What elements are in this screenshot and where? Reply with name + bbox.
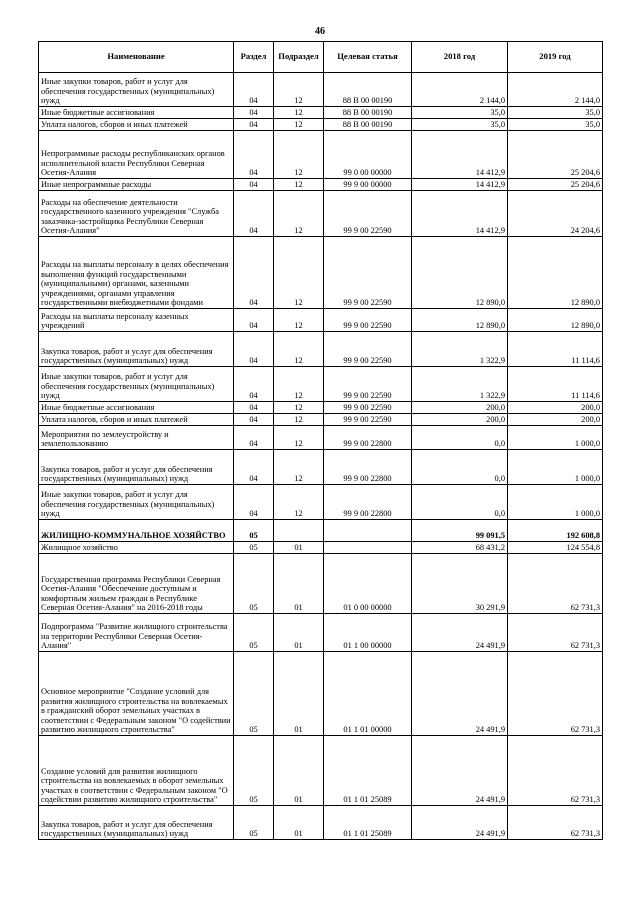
cell-razdel: 04 <box>234 237 274 309</box>
cell-name: Расходы на выплаты персоналу в целях обеспечения выполнения функций государственными (муниципальными) органами, казенными учреждениями, органами управления государственными внебюджетными фондами <box>39 237 234 309</box>
cell-2019: 1 000,0 <box>508 485 603 520</box>
cell-2018: 200,0 <box>412 414 508 426</box>
cell-name: Закупка товаров, работ и услуг для обеспечения государственных (муниципальных) нужд <box>39 806 234 840</box>
cell-2018: 1 322,9 <box>412 332 508 367</box>
cell-podrazdel: 12 <box>274 485 324 520</box>
cell-2018: 12 890,0 <box>412 309 508 332</box>
cell-2018: 14 412,9 <box>412 191 508 237</box>
cell-name: Жилищное хозяйство <box>39 542 234 554</box>
cell-razdel: 05 <box>234 806 274 840</box>
cell-name: Иные закупки товаров, работ и услуг для обеспечения государственных (муниципальных) нужд <box>39 367 234 402</box>
cell-2019: 25 204,6 <box>508 179 603 191</box>
cell-2019: 62 731,3 <box>508 554 603 614</box>
cell-podrazdel: 12 <box>274 426 324 450</box>
cell-2018: 0,0 <box>412 426 508 450</box>
cell-2018: 30 291,9 <box>412 554 508 614</box>
table-row <box>39 191 603 237</box>
cell-2018: 24 491,9 <box>412 736 508 806</box>
table-row <box>39 119 603 131</box>
cell-statya: 99 9 00 22590 <box>324 367 412 402</box>
cell-2018: 24 491,9 <box>412 614 508 652</box>
cell-name: Уплата налогов, сборов и иных платежей <box>39 119 234 131</box>
cell-name: Закупка товаров, работ и услуг для обеспечения государственных (муниципальных) нужд <box>39 332 234 367</box>
cell-podrazdel: 12 <box>274 107 324 119</box>
cell-razdel: 05 <box>234 652 274 736</box>
cell-razdel: 04 <box>234 450 274 485</box>
table-row <box>39 542 603 554</box>
table-row <box>39 367 603 402</box>
cell-podrazdel: 12 <box>274 237 324 309</box>
cell-name: Расходы на обеспечение деятельности государственного казенного учреждения "Служба заказчика-застройщика Республики Северная Осетия-Алания" <box>39 191 234 237</box>
cell-statya: 99 9 00 22590 <box>324 237 412 309</box>
cell-2019: 2 144,0 <box>508 73 603 107</box>
cell-2019: 1 000,0 <box>508 450 603 485</box>
cell-statya: 99 9 00 22800 <box>324 485 412 520</box>
cell-2018: 24 491,9 <box>412 652 508 736</box>
cell-podrazdel: 01 <box>274 554 324 614</box>
cell-razdel: 04 <box>234 402 274 414</box>
cell-podrazdel <box>274 520 324 542</box>
cell-name: Уплата налогов, сборов и иных платежей <box>39 414 234 426</box>
cell-podrazdel: 12 <box>274 367 324 402</box>
cell-podrazdel: 12 <box>274 309 324 332</box>
cell-statya: 88 В 00 00190 <box>324 119 412 131</box>
cell-2018: 35,0 <box>412 107 508 119</box>
cell-podrazdel: 12 <box>274 414 324 426</box>
cell-2019: 62 731,3 <box>508 652 603 736</box>
cell-2018: 68 431,2 <box>412 542 508 554</box>
cell-statya: 99 9 00 22590 <box>324 414 412 426</box>
cell-statya: 01 1 01 25089 <box>324 736 412 806</box>
cell-2019: 12 890,0 <box>508 237 603 309</box>
column-header-2018: 2018 год <box>412 42 508 73</box>
cell-statya: 99 0 00 00000 <box>324 131 412 179</box>
cell-podrazdel: 12 <box>274 332 324 367</box>
cell-2018: 12 890,0 <box>412 237 508 309</box>
cell-podrazdel: 12 <box>274 450 324 485</box>
cell-razdel: 04 <box>234 73 274 107</box>
cell-razdel: 05 <box>234 614 274 652</box>
table-row <box>39 237 603 309</box>
table-row <box>39 652 603 736</box>
cell-statya: 99 9 00 22590 <box>324 332 412 367</box>
cell-podrazdel: 12 <box>274 119 324 131</box>
cell-razdel: 04 <box>234 191 274 237</box>
table-row <box>39 485 603 520</box>
cell-name: Основное мероприятие "Создание условий для развития жилищного строительства на вовлекаемых в гражданский оборот земельных участках в соответствии с Федеральным законом "О содействии развитию жилищного строительства" <box>39 652 234 736</box>
cell-2019: 200,0 <box>508 402 603 414</box>
table-row <box>39 107 603 119</box>
cell-2019: 200,0 <box>508 414 603 426</box>
cell-statya: 88 В 00 00190 <box>324 107 412 119</box>
cell-name: Подпрограмма "Развитие жилищного строительства на территории Республики Северная Осетия-Алания" <box>39 614 234 652</box>
table-row <box>39 614 603 652</box>
cell-podrazdel: 12 <box>274 179 324 191</box>
cell-name: Создание условий для развития жилищного строительства на вовлекаемых в оборот земельных участках в соответствии с Федеральным законом "О содействии развитию жилищного строительства" <box>39 736 234 806</box>
table-row <box>39 332 603 367</box>
cell-podrazdel: 01 <box>274 652 324 736</box>
cell-name: Расходы на выплаты персоналу казенных учреждений <box>39 309 234 332</box>
cell-2018: 1 322,9 <box>412 367 508 402</box>
cell-2018: 0,0 <box>412 485 508 520</box>
cell-statya <box>324 520 412 542</box>
cell-razdel: 04 <box>234 485 274 520</box>
column-header-name: Наименование <box>39 42 234 73</box>
cell-razdel: 04 <box>234 131 274 179</box>
cell-name: Закупка товаров, работ и услуг для обеспечения государственных (муниципальных) нужд <box>39 450 234 485</box>
cell-razdel: 05 <box>234 520 274 542</box>
cell-2019: 124 554,8 <box>508 542 603 554</box>
cell-podrazdel: 01 <box>274 736 324 806</box>
cell-name: Мероприятия по землеустройству и землепользованию <box>39 426 234 450</box>
cell-statya: 01 0 00 00000 <box>324 554 412 614</box>
table-row <box>39 309 603 332</box>
cell-2018: 200,0 <box>412 402 508 414</box>
table-row <box>39 414 603 426</box>
cell-2018: 0,0 <box>412 450 508 485</box>
cell-razdel: 04 <box>234 426 274 450</box>
table-row <box>39 179 603 191</box>
cell-razdel: 04 <box>234 179 274 191</box>
cell-podrazdel: 12 <box>274 191 324 237</box>
table-row <box>39 520 603 542</box>
cell-2018: 14 412,9 <box>412 179 508 191</box>
cell-2018: 14 412,9 <box>412 131 508 179</box>
table-row <box>39 426 603 450</box>
cell-name: Иные закупки товаров, работ и услуг для обеспечения государственных (муниципальных) нужд <box>39 73 234 107</box>
cell-2019: 25 204,6 <box>508 131 603 179</box>
cell-razdel: 04 <box>234 414 274 426</box>
cell-name: Иные непрограммные расходы <box>39 179 234 191</box>
cell-razdel: 04 <box>234 119 274 131</box>
cell-2019: 62 731,3 <box>508 614 603 652</box>
cell-podrazdel: 12 <box>274 402 324 414</box>
cell-2019: 62 731,3 <box>508 806 603 840</box>
cell-razdel: 05 <box>234 554 274 614</box>
cell-2019: 35,0 <box>508 107 603 119</box>
table-row <box>39 73 603 107</box>
cell-2019: 62 731,3 <box>508 736 603 806</box>
table-header-row <box>39 42 603 73</box>
cell-2019: 11 114,6 <box>508 332 603 367</box>
cell-2019: 1 000,0 <box>508 426 603 450</box>
table-row <box>39 736 603 806</box>
column-header-razdel: Раздел <box>234 42 274 73</box>
cell-podrazdel: 01 <box>274 806 324 840</box>
cell-razdel: 04 <box>234 332 274 367</box>
cell-statya: 99 9 00 22800 <box>324 450 412 485</box>
page-number: 46 <box>315 26 325 37</box>
cell-podrazdel: 01 <box>274 542 324 554</box>
cell-2018: 35,0 <box>412 119 508 131</box>
cell-2019: 24 204,6 <box>508 191 603 237</box>
column-header-statya: Целевая статья <box>324 42 412 73</box>
cell-statya: 99 9 00 22590 <box>324 402 412 414</box>
cell-name: Непрограммные расходы республиканских органов исполнительной власти Республики Северная Осетия-Алания <box>39 131 234 179</box>
cell-razdel: 05 <box>234 542 274 554</box>
cell-statya: 99 9 00 22590 <box>324 191 412 237</box>
cell-statya: 99 9 00 22590 <box>324 309 412 332</box>
cell-statya: 99 9 00 22800 <box>324 426 412 450</box>
table-row <box>39 450 603 485</box>
cell-2019: 11 114,6 <box>508 367 603 402</box>
cell-podrazdel: 12 <box>274 73 324 107</box>
cell-statya <box>324 542 412 554</box>
cell-name: Иные закупки товаров, работ и услуг для обеспечения государственных (муниципальных) нужд <box>39 485 234 520</box>
cell-name: Иные бюджетные ассигнования <box>39 107 234 119</box>
cell-name: Иные бюджетные ассигнования <box>39 402 234 414</box>
cell-statya: 99 9 00 00000 <box>324 179 412 191</box>
cell-statya: 01 1 00 00000 <box>324 614 412 652</box>
cell-statya: 01 1 01 25089 <box>324 806 412 840</box>
budget-table <box>38 41 603 840</box>
cell-statya: 01 1 01 00000 <box>324 652 412 736</box>
column-header-2019: 2019 год <box>508 42 603 73</box>
cell-2019: 192 608,8 <box>508 520 603 542</box>
cell-razdel: 05 <box>234 736 274 806</box>
cell-2018: 2 144,0 <box>412 73 508 107</box>
cell-2019: 12 890,0 <box>508 309 603 332</box>
cell-2018: 99 091,5 <box>412 520 508 542</box>
table-body <box>39 73 603 840</box>
cell-razdel: 04 <box>234 309 274 332</box>
cell-podrazdel: 12 <box>274 131 324 179</box>
table-row <box>39 806 603 840</box>
cell-name: Государственная программа Республики Северная Осетия-Алания "Обеспечение доступным и комфортным жильем граждан в Республике Северная Осетия-Алания" на 2016-2018 годы <box>39 554 234 614</box>
table-row <box>39 554 603 614</box>
cell-statya: 88 В 00 00190 <box>324 73 412 107</box>
cell-razdel: 04 <box>234 367 274 402</box>
cell-razdel: 04 <box>234 107 274 119</box>
column-header-podrazdel: Подраздел <box>274 42 324 73</box>
table-row <box>39 402 603 414</box>
cell-name: ЖИЛИЩНО-КОММУНАЛЬНОЕ ХОЗЯЙСТВО <box>39 520 234 542</box>
cell-podrazdel: 01 <box>274 614 324 652</box>
cell-2018: 24 491,9 <box>412 806 508 840</box>
table-row <box>39 131 603 179</box>
cell-2019: 35,0 <box>508 119 603 131</box>
